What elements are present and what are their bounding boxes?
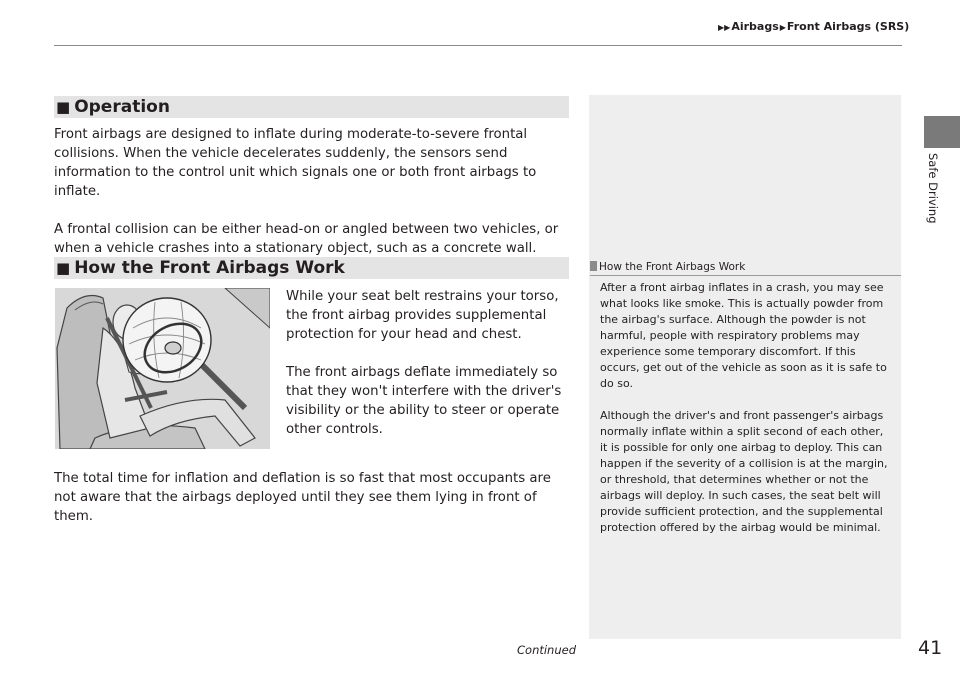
sidebar-title [590, 261, 745, 273]
sidebar-divider [590, 275, 901, 276]
chapter-tab-label[interactable]: Safe Driving [926, 153, 940, 224]
section-heading-how-airbags-work [54, 257, 569, 279]
section-heading-operation [54, 96, 569, 118]
sidebar-paragraph-2: Although the driver's and front passenger's airbags normally inflate within a split second of each other, it is possible for only one airbag to deploy. This can happen if the severity of a collision is at the margin, or threshold, that determines whether or not the airbags will deploy. In such cases, the seat belt will provide sufficient protection, and the supplemental protection offered by the airbag would be minimal. [600, 409, 888, 534]
operation-paragraph-1: Front airbags are designed to inflate during moderate-to-severe frontal collisions. When the vehicle decelerates suddenly, the sensors send information to the control unit which signals one or both front airbags to inflate. [54, 127, 537, 199]
airbag-deployment-illustration [55, 288, 270, 449]
inflation-time-body [54, 469, 554, 526]
operation-body [54, 125, 574, 258]
sidebar-title-text: How the Front Airbags Work [599, 261, 746, 273]
how-airbags-paragraph-1: While your seat belt restrains your torso, the front airbag provides supplemental protection for your head and chest. [286, 289, 559, 342]
breadcrumb [717, 20, 909, 33]
chapter-tab-marker [924, 116, 960, 148]
section-square-icon: ■ [56, 259, 71, 277]
sidebar-body [600, 280, 892, 536]
page-number: 41 [918, 637, 943, 659]
section-heading-text: How the Front Airbags Work [74, 258, 345, 278]
section-square-icon: ■ [56, 98, 71, 116]
breadcrumb-item-front-airbags[interactable]: Front Airbags (SRS) [786, 20, 910, 33]
note-marker-icon [590, 261, 597, 271]
inflation-time-paragraph: The total time for inflation and deflation is so fast that most occupants are not aware that the airbags deployed until they see them lying in front of them. [54, 471, 551, 524]
how-airbags-paragraph-2: The front airbags deflate immediately so that they won't interfere with the driver's visibility or the ability to steer or operate other controls. [286, 365, 562, 437]
header-divider [54, 45, 902, 46]
breadcrumb-arrow-icon: ▶▶ [718, 23, 731, 32]
breadcrumb-item-airbags[interactable]: Airbags [731, 20, 779, 33]
section-heading-text: Operation [74, 97, 170, 117]
operation-paragraph-2: A frontal collision can be either head-on or angled between two vehicles, or when a vehicle crashes into a stationary object, such as a concrete wall. [54, 222, 559, 256]
sidebar-paragraph-1: After a front airbag inflates in a crash, you may see what looks like smoke. This is actually powder from the airbag's surface. Although the powder is not harmful, people with respiratory problems may experience some temporary discomfort. If this occurs, get out of the vehicle as soon as it is safe to do so. [600, 281, 887, 390]
breadcrumb-arrow-icon: ▶ [779, 23, 786, 32]
continued-label: Continued [517, 643, 577, 657]
how-airbags-work-body [286, 287, 576, 439]
